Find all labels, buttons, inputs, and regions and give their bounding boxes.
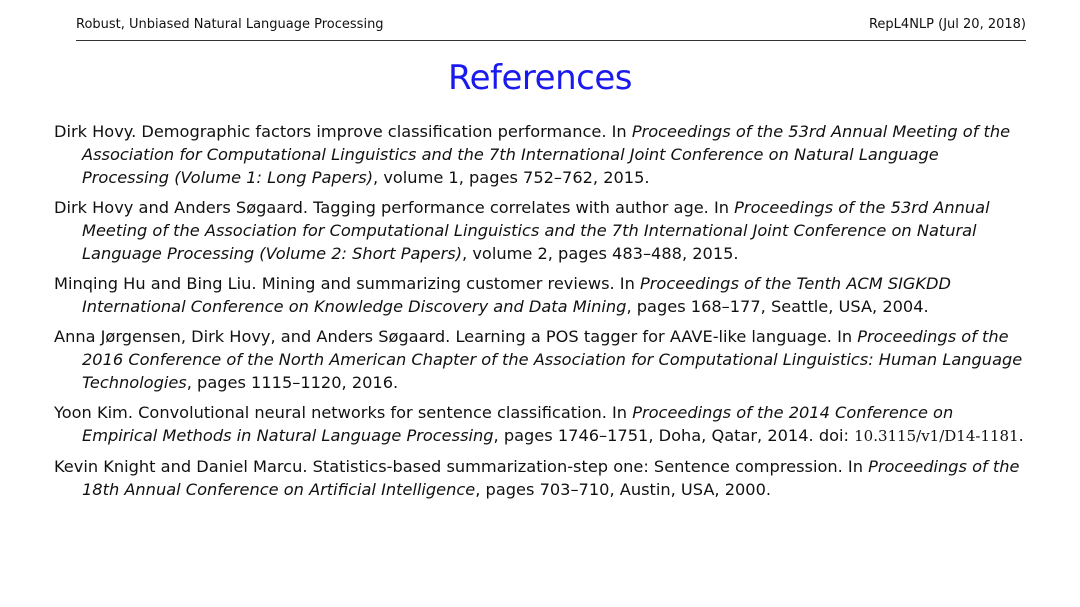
- reference-details: , volume 1, pages 752–762, 2015.: [373, 168, 650, 187]
- slide-header: [76, 14, 1026, 41]
- reference-details: , pages 1746–1751, Doha, Qatar, 2014. doi:: [493, 426, 855, 445]
- reference-details: , volume 2, pages 483–488, 2015.: [462, 244, 739, 263]
- reference-text: Anna Jørgensen, Dirk Hovy, and Anders Søgaard. Learning a POS tagger for AAVE-like language. In: [54, 327, 858, 346]
- slide-title: References: [448, 58, 632, 98]
- reference-details: , pages 1115–1120, 2016.: [186, 373, 399, 392]
- reference-text: Dirk Hovy. Demographic factors improve classification performance. In: [54, 122, 632, 141]
- reference-item: [54, 455, 1030, 501]
- header-left-text: Robust, Unbiased Natural Language Processing: [76, 17, 384, 32]
- header-right-text: RepL4NLP (Jul 20, 2018): [868, 17, 1026, 32]
- reference-item: [54, 401, 1030, 448]
- reference-item: [54, 196, 1030, 265]
- reference-venue: Proceedings of the 18th Annual Conference on Artificial Intelligence: [82, 457, 1020, 499]
- reference-end: .: [1018, 426, 1024, 445]
- reference-text: Minqing Hu and Bing Liu. Mining and summarizing customer reviews. In: [54, 274, 640, 293]
- reference-details: , pages 168–177, Seattle, USA, 2004.: [626, 297, 929, 316]
- reference-details: , pages 703–710, Austin, USA, 2000.: [475, 480, 772, 499]
- reference-venue: Proceedings of the Tenth ACM SIGKDD International Conference on Knowledge Discovery and Data Mining: [82, 274, 951, 316]
- reference-venue: Proceedings of the 53rd Annual Meeting of the Association for Computational Linguistics and the 7th International Joint Conference on Natural Language Processing (Volume 2: Short Papers): [82, 198, 990, 263]
- reference-item: [54, 272, 1030, 318]
- reference-item: [54, 325, 1030, 394]
- reference-venue: Proceedings of the 2014 Conference on Empirical Methods in Natural Language Processing: [82, 403, 954, 445]
- reference-list: [54, 120, 1030, 508]
- reference-text: Dirk Hovy and Anders Søgaard. Tagging performance correlates with author age. In: [54, 198, 735, 217]
- reference-venue: Proceedings of the 53rd Annual Meeting of the Association for Computational Linguistics and the 7th International Joint Conference on Natural Language Processing (Volume 1: Long Papers): [82, 122, 1011, 187]
- reference-text: Kevin Knight and Daniel Marcu. Statistics-based summarization-step one: Sentence compression. In: [54, 457, 869, 476]
- reference-venue: Proceedings of the 2016 Conference of the North American Chapter of the Association for Computational Linguistics: Human Language Technologies: [82, 327, 1023, 392]
- reference-doi: 10.3115/v1/D14-1181: [854, 427, 1019, 445]
- reference-text: Yoon Kim. Convolutional neural networks for sentence classification. In: [54, 403, 633, 422]
- reference-item: [54, 120, 1030, 189]
